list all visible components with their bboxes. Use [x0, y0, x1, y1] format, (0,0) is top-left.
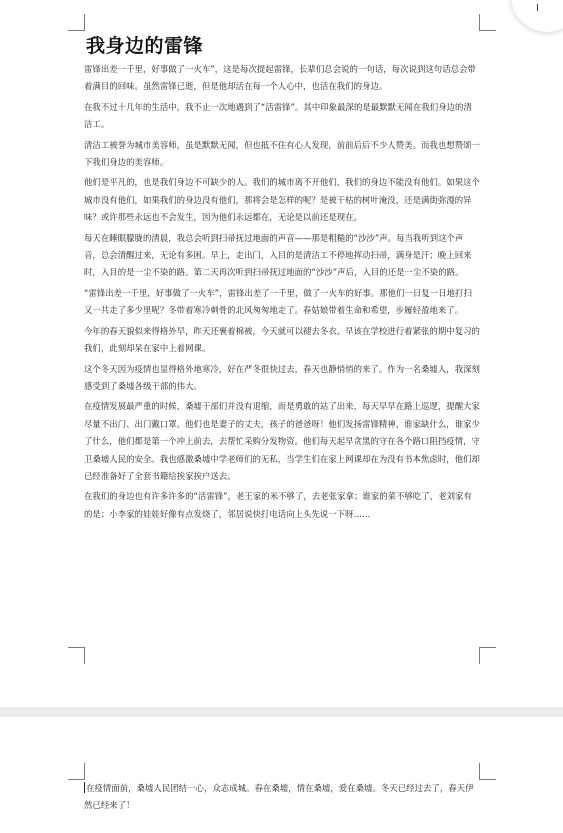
margin-corner-bottom-right [479, 647, 496, 664]
margin-corner-top-left [68, 14, 85, 31]
page-content[interactable] [84, 33, 480, 526]
floating-action-button[interactable] [511, 0, 563, 32]
paragraph[interactable]: 雷锋出差一千里，好事做了一火车”，这是每次提起雷锋，长辈们总会说的一句话，每次说到这句话总会带着满目的回味。虽然雷锋已逝，但是他却活在每一个人心中，也活在我们的身边。 [84, 64, 476, 92]
cursor-icon [537, 4, 538, 11]
margin-corner-top-right [479, 763, 496, 780]
document-page-2 [0, 717, 563, 833]
paragraph[interactable]: 每天在睡眼朦胧的清晨，我总会听到扫帚抚过地面的声音——那是粗糙的“沙沙”声。每当我听到这个声音，总会清醒过来，无论有多困。早上，走出门，入目的是清洁工不停地挥动扫帚，满身是汗；晚上回来时，入目的是一尘不染的路。第二天再次听到扫帚抚过地面的“沙沙”声后，入目的还是一尘不染的路。 [84, 232, 472, 278]
margin-corner-bottom-left [68, 647, 85, 664]
paragraph[interactable] [84, 780, 480, 815]
paragraph[interactable]: 今年的春天貌似来得格外早，昨天还裹着棉被，今天就可以褪去冬衣。早该在学校进行着紧张的期中复习的我们，此刻却呆在家中上着网课。 [84, 325, 480, 354]
margin-corner-top-right [479, 14, 496, 31]
text-caret [84, 782, 85, 793]
paragraph[interactable]: 清洁工被誉为城市美容师，虽是默默无闻，但也抵不住有心人发现，前前后后不少人赞美。而我也想赞颂一下我们身边的美容师。 [84, 139, 480, 168]
margin-corner-top-left [68, 763, 85, 780]
page-content[interactable] [84, 780, 480, 818]
paragraph-text[interactable]: 在疫情面前，桑墟人民团结一心，众志成城。春在桑墟，情在桑墟，爱在桑墟。冬天已经过去了，春天伊然已经来了！ [84, 783, 474, 811]
paragraph[interactable]: 在疫情发展最严重的时候，桑墟干部们并没有退缩，而是勇敢的站了出来，每天早早在路上巡逻，提醒大家尽量不出门、出门戴口罩。他们也是妻子的丈夫，孩子的爸爸呀！他们发扬雷锋精神，谁家缺什么，谁家少了什么，他们都是第一个冲上前去，去帮忙采购分发物资。他们每天起早贪黑的守在各个路口阻挡疫情，守卫桑墟人民的安全。我也感激桑墟中学老师们的无私，当学生们在家上网课却在为没有书本焦虑时，他们却已经准备好了全套书籍给挨家挨户送去。 [84, 401, 480, 481]
paragraph[interactable]: 他们是平凡的，也是我们身边不可缺少的人。我们的城市离不开他们，我们的身边不能没有他们。如果这个城市没有他们，如果我们的身边没有他们，那将会是怎样的呢？是被干枯的树叶淹没，还是满街弥漫的异味？或许那些永远也不会发生，因为他们永远都在，无论是以前还是现在。 [84, 177, 480, 223]
paragraph[interactable]: 这个冬天因为疫情也显得格外地寒冷，好在严冬很快过去，春天也静悄悄的来了。作为一名桑墟人，我深刻感受到了桑墟各级干部的伟大。 [84, 363, 480, 391]
paragraph[interactable]: “雷锋出差一千里，好事做了一火车”，雷锋出差了一千里，做了一火车的好事。那他们一日复一日地打扫又一共走了多少里呢？冬带着寒冷刺骨的北风匆匆地走了。春姑娘带着生命和希望，步履轻盈地来了。 [84, 287, 472, 316]
paragraph[interactable]: 在我不过十几年的生活中，我不止一次地遇到了“活雷锋”。其中印象最深的是最默默无闻在我们身边的清洁工。 [84, 101, 472, 130]
document-title[interactable]: 我身边的雷锋 [86, 35, 204, 57]
paragraph[interactable]: 在我们的身边也有许多许多的“活雷锋”，老王家的米不够了，去老张家拿；谁家的菜不够吃了，老刘家有的是；小李家的娃娃好像有点发烧了，邻居说快打电话向上头先说一下呀…… [84, 491, 472, 519]
